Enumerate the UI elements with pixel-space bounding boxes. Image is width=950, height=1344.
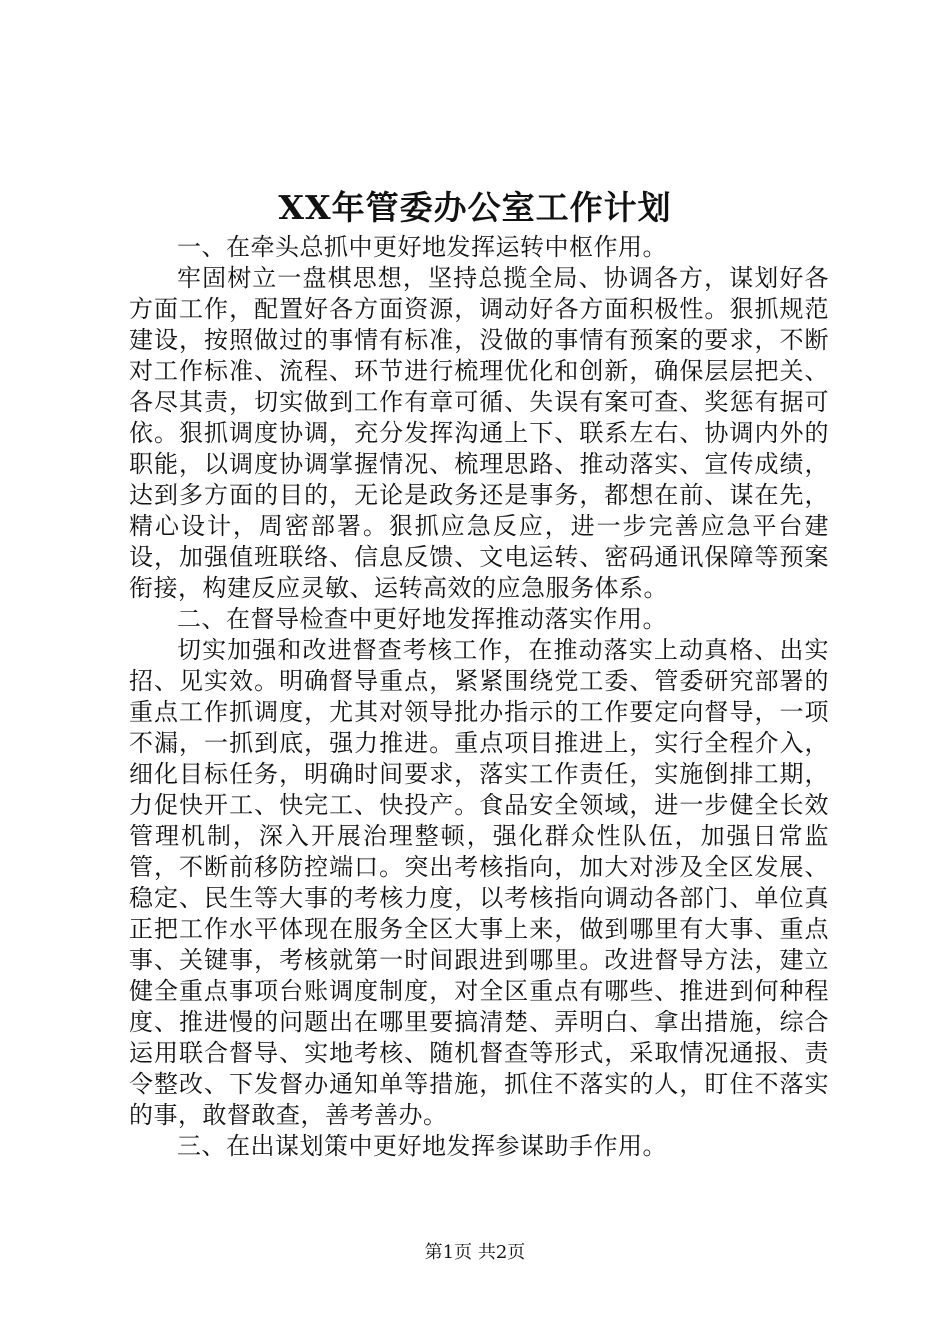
section-heading-2: 二、在督导检查中更好地发挥推动落实作用。 bbox=[177, 605, 667, 633]
document-title: XX年管委办公室工作计划 bbox=[278, 188, 672, 227]
section-heading-3: 三、在出谋划策中更好地发挥参谋助手作用。 bbox=[177, 1132, 667, 1160]
section-body-2: 切实加强和改进督查考核工作，在推动落实上动真格、出实招、见实效。明确督导重点，紧紧围绕党工委、管委研究部署的重点工作抓调度，尤其对领导批办指示的工作要定向督导，一项不漏，一抓到底，强力推进。重点项目推进上，实行全程介入，细化目标任务，明确时间要求，落实工作责任，实施倒排工期，力促快开工、快完工、快投产。食品安全领域，进一步健全长效管理机制，深入开展治理整顿，强化群众性队伍，加强日常监管，不断前移防控端口。突出考核指向，加大对涉及全区发展、稳定、民生等大事的考核力度，以考核指向调动各部门、单位真正把工作水平体现在服务全区大事上来，做到哪里有大事、重点事、关键事，考核就第一时间跟进到哪里。改进督导方法，建立健全重点事项台账调度制度，对全区重点有哪些、推进到何种程度、推进慢的问题出在哪里要搞清楚、弄明白、拿出措施，综合运用联合督导、实地考核、随机督查等形式，采取情况通报、责令整改、下发督办通知单等措施，抓住不落实的人，盯住不落实的事，敢督敢查，善考善办。 bbox=[129, 636, 829, 1129]
page-footer: 第1页 共2页 bbox=[424, 1242, 526, 1263]
document-body bbox=[129, 232, 829, 1162]
section-body-1: 牢固树立一盘棋思想，坚持总揽全局、协调各方，谋划好各方面工作，配置好各方面资源，调动好各方面积极性。狠抓规范建设，按照做过的事情有标准，没做的事情有预案的要求，不断对工作标准、流程、环节进行梳理优化和创新，确保层层把关、各尽其责，切实做到工作有章可循、失误有案可查、奖惩有据可依。狠抓调度协调，充分发挥沟通上下、联系左右、协调内外的职能，以调度协调掌握情况、梳理思路、推动落实、宣传成绩，达到多方面的目的，无论是政务还是事务，都想在前、谋在先，精心设计，周密部署。狠抓应急反应，进一步完善应急平台建设，加强值班联络、信息反馈、文电运转、密码通讯保障等预案衔接，构建反应灵敏、运转高效的应急服务体系。 bbox=[129, 264, 829, 602]
section-heading-1: 一、在牵头总抓中更好地发挥运转中枢作用。 bbox=[177, 233, 667, 261]
